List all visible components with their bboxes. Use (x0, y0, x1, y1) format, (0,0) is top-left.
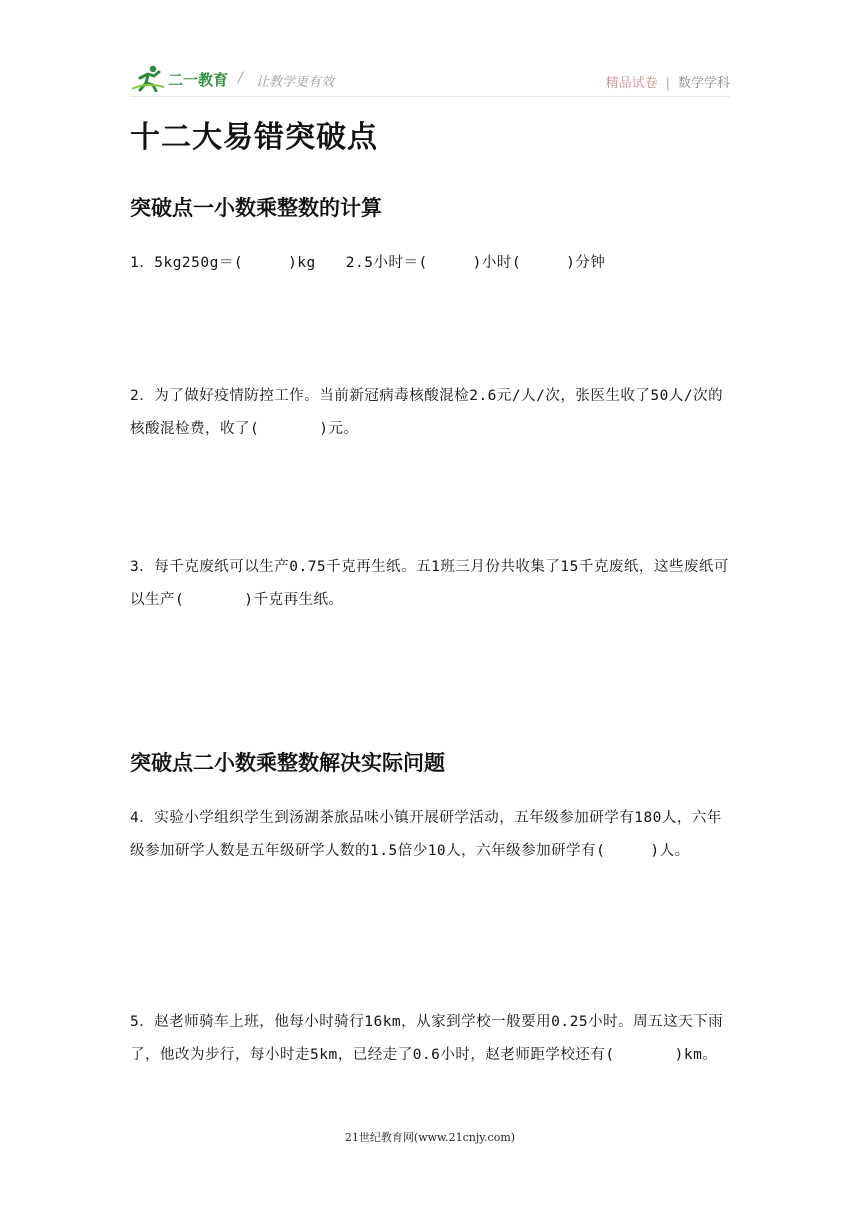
page-header (130, 64, 730, 96)
question-item: 3．每千克废纸可以生产0.75千克再生纸。五1班三月份共收集了15千克废纸，这些废纸可以生产( )千克再生纸。 (130, 559, 729, 608)
logo-text: 二一教育 (168, 71, 229, 89)
tag-quality: 精品试卷 (605, 76, 658, 91)
page-title: 十二大易错突破点 (130, 120, 378, 155)
header-divider (130, 96, 730, 97)
question-item: 4．实验小学组织学生到汤湖茶旅品味小镇开展研学活动，五年级参加研学有180人，六年级参加研学人数是五年级研学人数的1.5倍少10人，六年级参加研学有( )人。 (130, 810, 722, 859)
section-title: 突破点一小数乘整数的计算 (130, 196, 382, 220)
question-item: 5．赵老师骑车上班，他每小时骑行16km，从家到学校一般要用0.25小时。周五这天下雨了，他改为步行，每小时走5km，已经走了0.6小时，赵老师距学校还有( )km。 (130, 1014, 724, 1063)
tag-subject: 数学学科 (677, 76, 730, 91)
header-tags (606, 72, 730, 91)
tag-divider: | (665, 76, 670, 91)
page-footer: 21世纪教育网(www.21cnjy.com) (344, 1131, 516, 1144)
section-title: 突破点二小数乘整数解决实际问题 (130, 751, 445, 775)
logo-separator: / (238, 70, 243, 86)
question-item: 2．为了做好疫情防控工作。当前新冠病毒核酸混检2.6元/人/次，张医生收了50人/次的核酸混检费，收了( )元。 (130, 388, 724, 437)
slogan: 让教学更有效 (256, 75, 335, 90)
running-figure-logo-icon (132, 64, 166, 92)
question-item: 1．5kg250g＝( )kg 2.5小时＝( )小时( )分钟 (130, 255, 606, 271)
